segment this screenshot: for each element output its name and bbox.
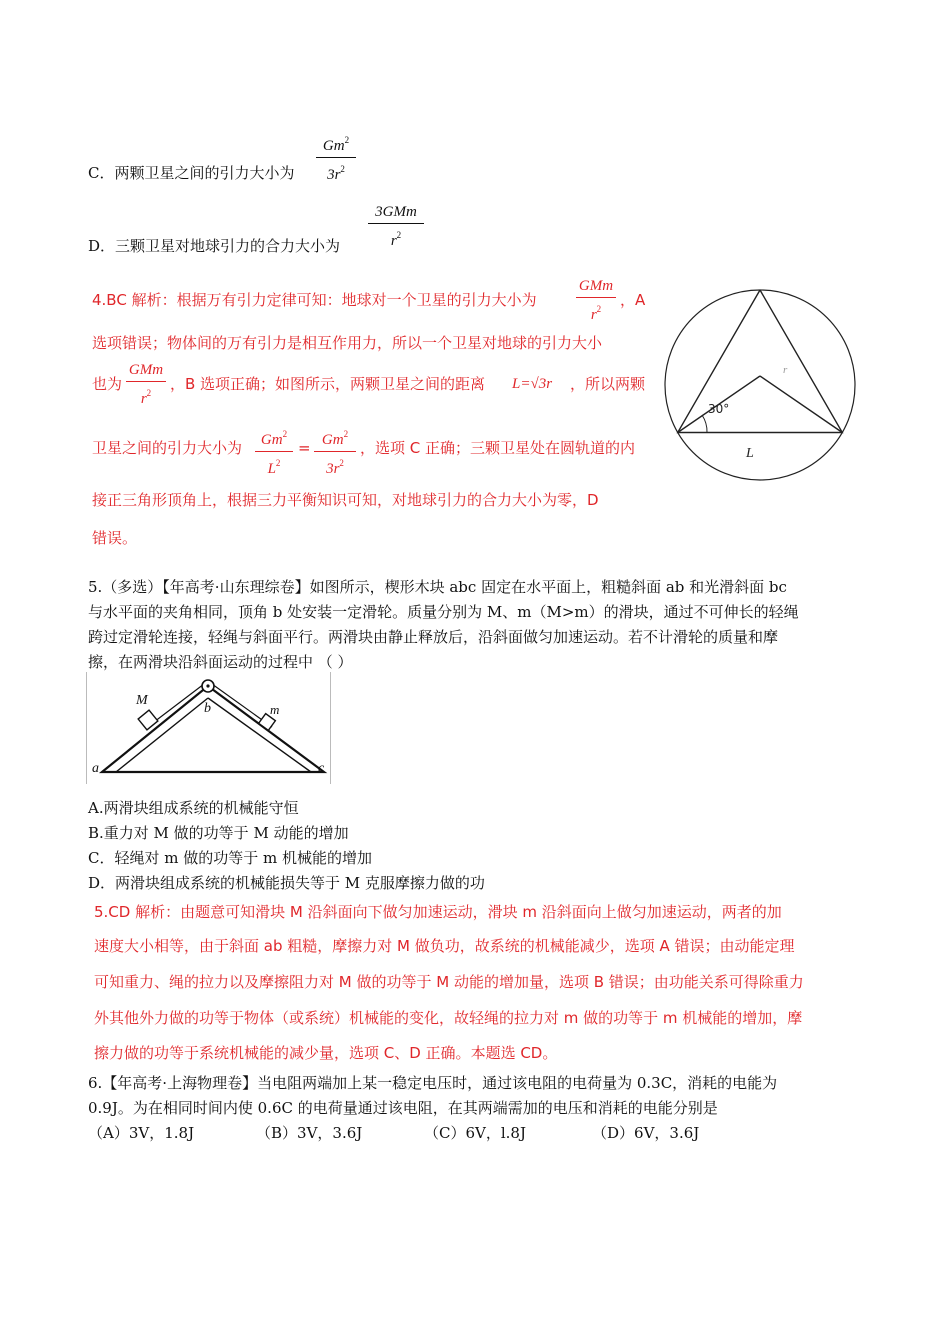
q5-answer-line3: 可知重力、绳的拉力以及摩擦阻力对 M 做的功等于 M 动能的增加量，选项 B 错误；由功能关系可得除重力 [94,973,804,991]
radius-label: r [783,364,788,376]
q6-option-c: （C）6V，l.8J [424,1124,526,1142]
rope-left [154,684,204,722]
q4-frac-gm-l [255,424,293,479]
q4-answer-line1: 4.BC 解析：根据万有引力定律可知：地球对一个卫星的引力大小为 [92,291,537,309]
q4-frac-gm-l-den: $L^2$ [267,458,281,477]
wedge-figure [86,672,334,784]
q5-line2: 与水平面的夹角相同，顶角 b 处安装一定滑轮。质量分别为 M、m（M>m）的滑块，通过不可伸长的轻绳 [88,603,799,621]
q4-answer-line2: 选项错误；物体间的万有引力是相互作用力，所以一个卫星对地球的引力大小 [92,334,603,352]
q4-answer-line4-start: 卫星之间的引力大小为 [92,439,243,457]
label-b: b [204,701,211,716]
fraction-c [316,130,356,185]
q4-answer-line3-start: 也为 [92,375,123,393]
q5-option-b: B.重力对 M 做的功等于 M 动能的增加 [88,824,349,842]
label-M: M [136,693,148,708]
q5-line3: 跨过定滑轮连接，轻绳与斜面平行。两滑块由静止释放后，沿斜面做匀加速运动。若不计滑轮的质量和摩 [88,628,779,646]
q5-option-a: A.两滑块组成系统的机械能守恒 [88,799,299,817]
q4-frac-gm-l-num: Gm$^2$ [260,429,288,448]
q4-answer-line5: 接正三角形顶角上，根据三力平衡知识可知，对地球引力的合力大小为零，D [92,491,599,509]
q4-frac-gmm-1-num: GMm [578,278,614,294]
inner-slope-left [116,698,208,772]
inner-slope-right [208,698,311,772]
fraction-d-denominator: $r^2$ [390,230,402,249]
q4-equals: = [298,439,311,457]
block-M [138,710,158,730]
q5-answer-line1: 5.CD 解析：由题意可知滑块 M 沿斜面向下做匀加速运动，滑块 m 沿斜面向上做匀加速运动，两者的加 [94,903,782,921]
label-c: c [318,761,325,776]
fraction-d [368,202,424,251]
q5-option-c: C．轻绳对 m 做的功等于 m 机械能的增加 [88,849,372,867]
q5-option-d: D．两滑块组成系统的机械能损失等于 M 克服摩擦力做的功 [88,874,485,892]
orbit-circle [665,290,855,480]
q4-distance-formula: L=√3r [512,376,553,392]
q4-frac-gmm-1 [576,276,616,325]
q6-line1: 6.【年高考·上海物理卷】当电阻两端加上某一稳定电压时，通过该电阻的电荷量为 0.3C，消耗的电能为 [88,1074,778,1092]
q5-answer-line2: 速度大小相等，由于斜面 ab 粗糙，摩擦力对 M 做负功，故系统的机械能减少，选项 A 错误；由动能定理 [94,937,795,955]
fraction-c-denominator: $3r^2$ [327,164,345,183]
q5-line4: 擦，在两滑块沿斜面运动的过程中 （ ） [88,653,353,671]
pulley-axle [206,684,209,687]
q6-option-b: （B）3V，3.6J [256,1124,363,1142]
angle-arc [702,415,707,433]
q4-answer-line4-end: ，选项 C 正确；三颗卫星处在圆轨道的内 [360,439,636,457]
q5-answer-line4: 外其他外力做的功等于物体（或系统）机械能的变化，故轻绳的拉力对 m 做的功等于 m 机械能的增加，摩 [94,1009,803,1027]
q4-frac-gm-3r-den: $3r^2$ [326,458,344,477]
option-d-text: D．三颗卫星对地球引力的合力大小为 [88,237,341,255]
fraction-c-numerator: Gm$^2$ [322,135,350,154]
q6-line2: 0.9J。为在相同时间内使 0.6C 的电荷量通过该电阻，在其两端需加的电压和消耗的电能分别是 [88,1099,718,1117]
label-a: a [92,761,99,776]
q4-frac-gm-3r-num: Gm$^2$ [321,429,349,448]
q4-answer-line6: 错误。 [92,529,138,547]
label-m: m [270,702,280,717]
q4-frac-gmm-1-den: $r^2$ [590,304,602,323]
inscribed-triangle [678,290,843,433]
q5-answer-line5: 擦力做的功等于系统机械能的减少量，选项 C、D 正确。本题选 CD。 [94,1044,558,1062]
angle-label: 30° [708,402,730,416]
option-c-text: C．两颗卫星之间的引力大小为 [88,164,295,182]
distance-label: L [746,446,754,461]
fraction-d-numerator: 3GMm [375,204,417,220]
q4-frac-gmm-2-num: GMm [128,362,164,378]
q4-answer-line3-end: ，所以两颗 [570,375,646,393]
q6-option-d: （D）6V，3.6J [592,1124,700,1142]
q4-frac-gm-3r [314,424,356,479]
q5-line1: 5.（多选）【年高考·山东理综卷】如图所示，楔形木块 abc 固定在水平面上，粗糙斜面 ab 和光滑斜面 bc [88,578,787,596]
radius-line-right [760,376,842,433]
q4-answer-line1-end: ，A [620,291,646,309]
q4-frac-gmm-2 [126,360,166,409]
q4-answer-line3-mid: ，B 选项正确；如图所示，两颗卫星之间的距离 [170,375,486,393]
orbit-triangle-figure [660,285,860,485]
q4-frac-gmm-2-den: $r^2$ [140,388,152,407]
q6-option-a: （A）3V，1.8J [88,1124,195,1142]
